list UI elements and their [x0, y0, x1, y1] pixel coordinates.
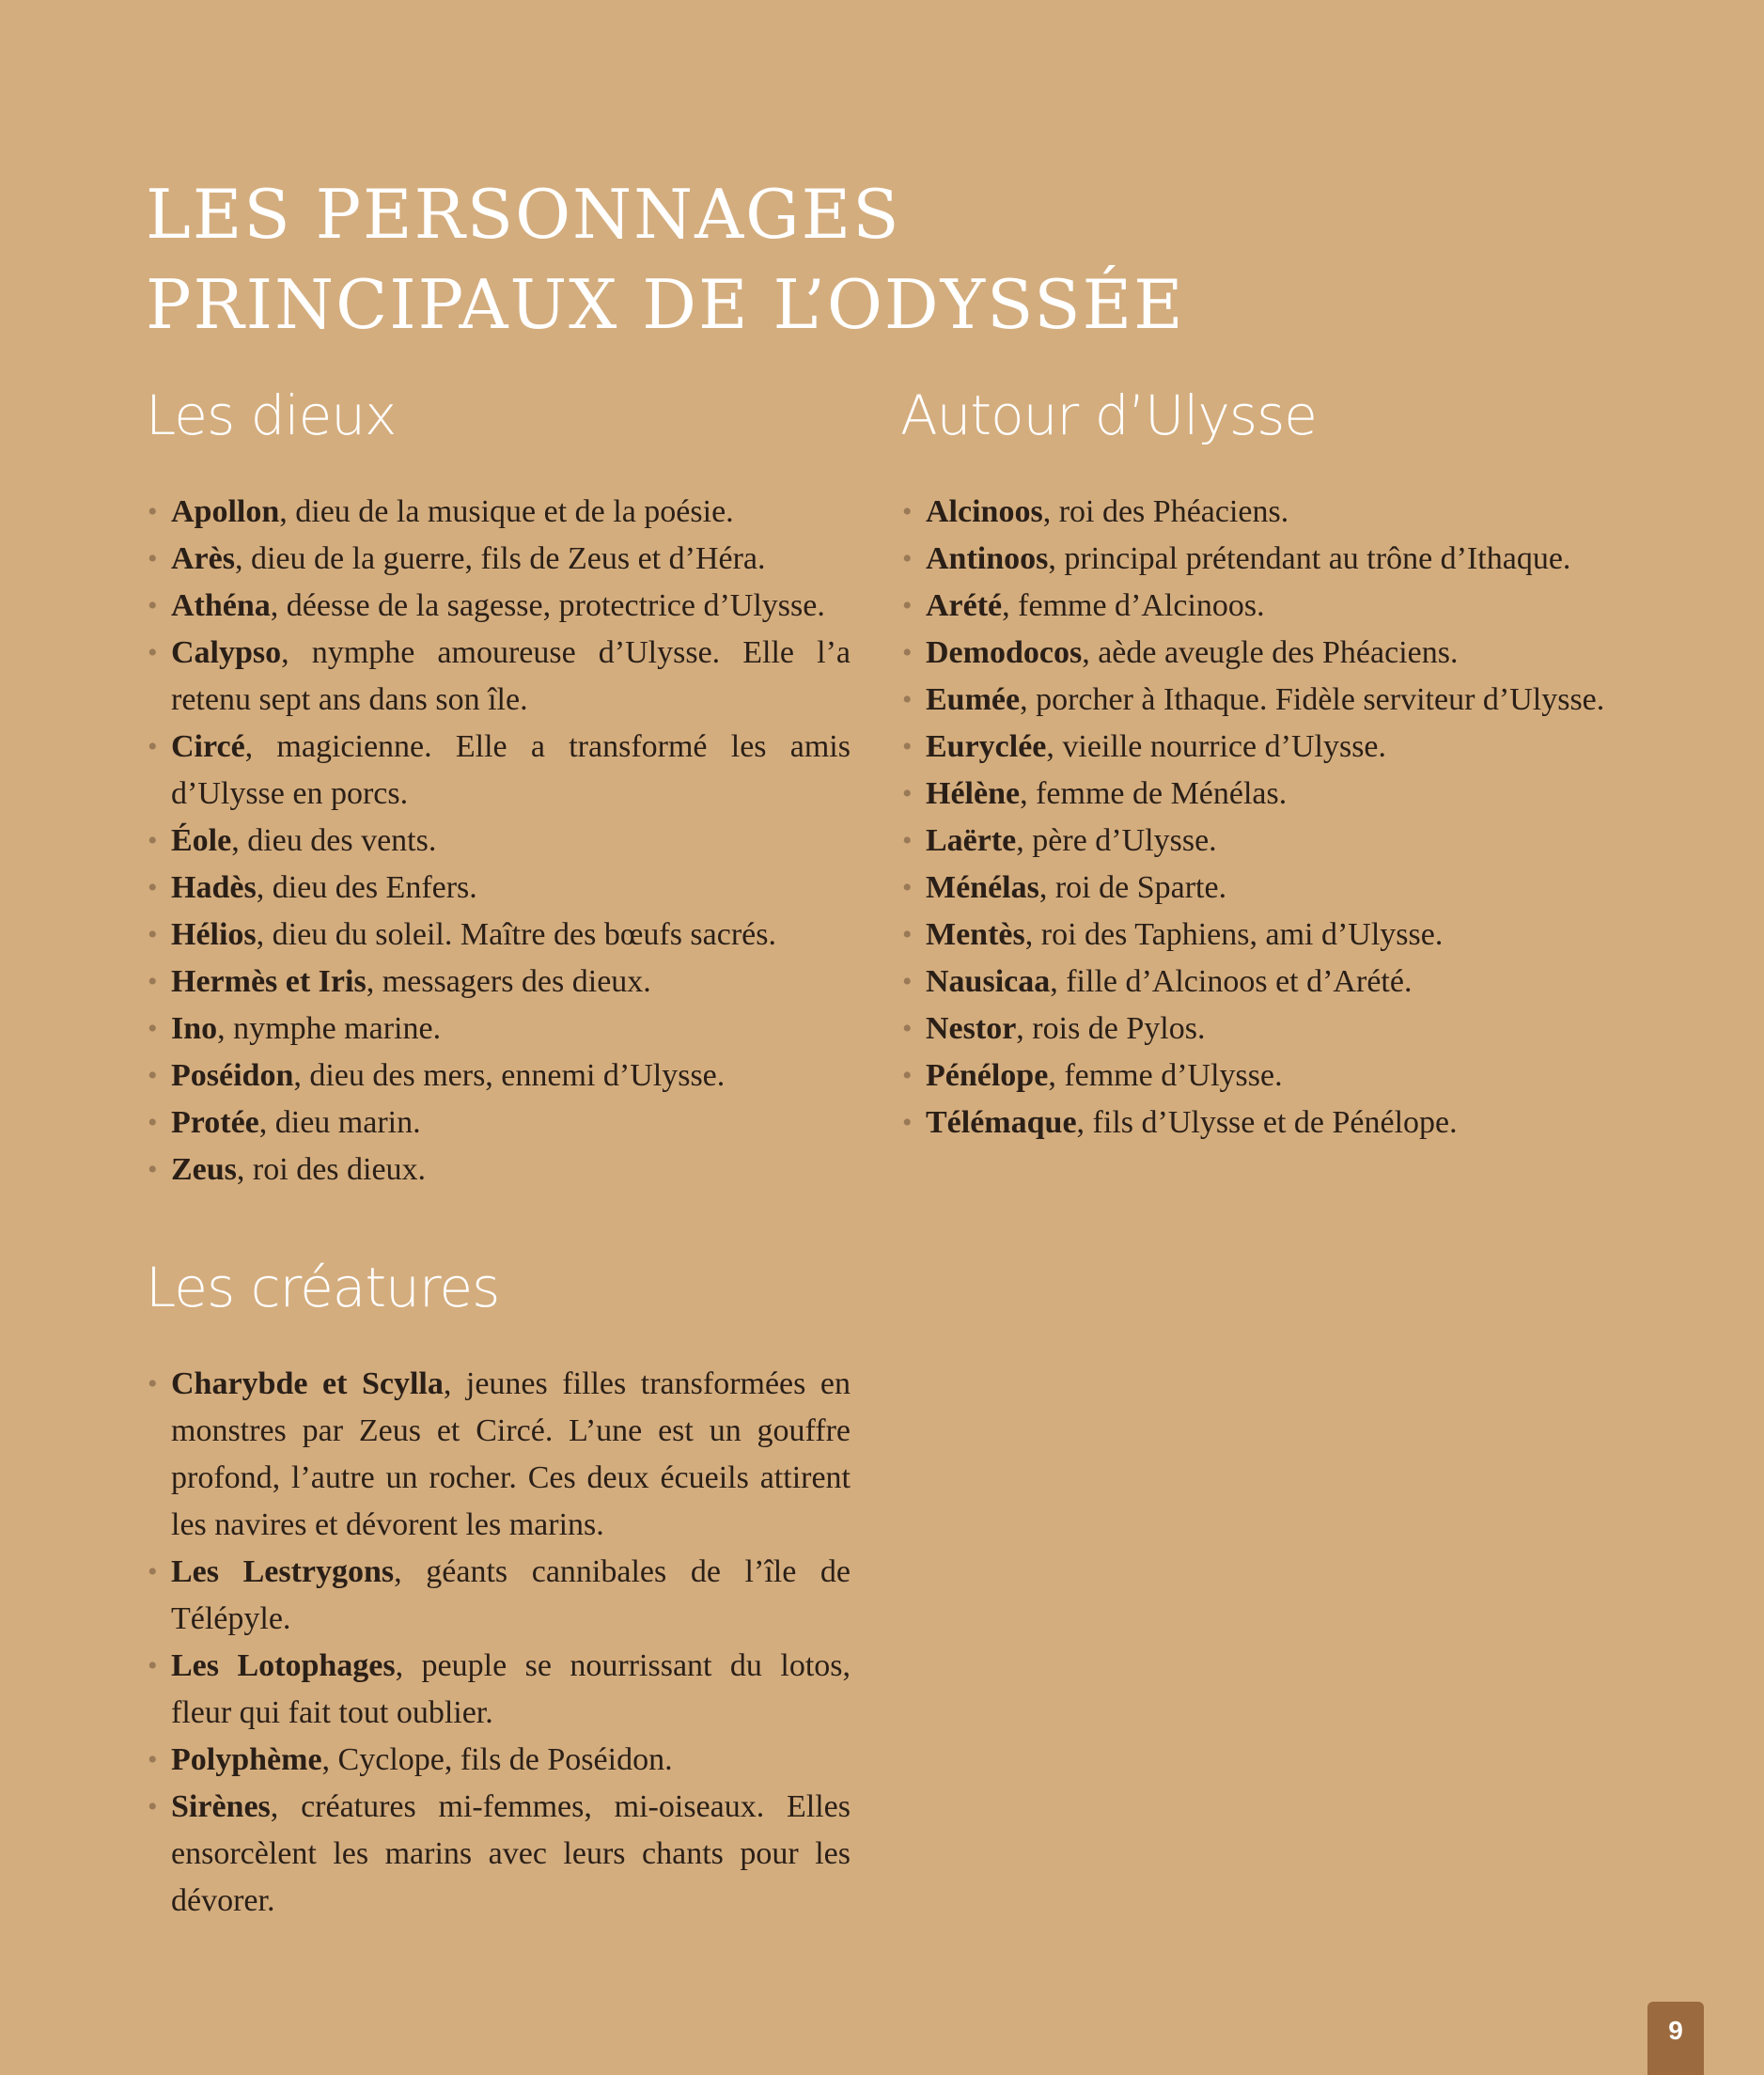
list-item	[146, 1361, 851, 1549]
list-item	[900, 724, 1605, 771]
character-name: Ino	[171, 1011, 218, 1046]
list-item	[146, 1100, 851, 1147]
bullet-icon: •	[902, 637, 913, 668]
character-name: Polyphème	[171, 1742, 322, 1777]
list-item	[900, 489, 1605, 536]
creatures-list	[146, 1361, 851, 1925]
character-name: Éole	[171, 823, 232, 858]
character-description: , fils d’Ulysse et de Pénélope.	[1076, 1105, 1458, 1140]
bullet-icon: •	[902, 872, 913, 903]
character-description: , aède aveugle des Phéaciens.	[1082, 635, 1459, 670]
character-description: , porcher à Ithaque. Fidèle serviteur d’Ulysse.	[1020, 682, 1605, 717]
bullet-icon: •	[902, 1060, 913, 1091]
section-title-around-ulysses: Autour d’Ulysse	[900, 383, 1317, 447]
character-description: , dieu de la musique et de la poésie.	[279, 494, 734, 529]
bullet-icon: •	[148, 966, 158, 997]
character-name: Charybde et Scylla	[171, 1366, 444, 1401]
list-item	[900, 959, 1605, 1006]
list-item	[900, 583, 1605, 630]
bullet-icon: •	[148, 1744, 158, 1775]
character-description: , créatures mi-femmes, mi-oiseaux. Elles ensorcèlent les marins avec leurs chants pour les dévorer.	[171, 1789, 851, 1918]
bullet-icon: •	[148, 1650, 158, 1681]
character-description: , roi des Phéaciens.	[1042, 494, 1289, 529]
list-item	[146, 1737, 851, 1784]
list-item	[146, 630, 851, 724]
list-item	[900, 536, 1605, 583]
character-name: Demodocos	[926, 635, 1083, 670]
character-description: , dieu de la guerre, fils de Zeus et d’Héra.	[234, 541, 766, 576]
bullet-icon: •	[902, 778, 913, 809]
list-item	[146, 1549, 851, 1643]
bullet-icon: •	[902, 1107, 913, 1138]
character-name: Nestor	[926, 1011, 1017, 1046]
character-name: Apollon	[171, 494, 280, 529]
list-item	[900, 677, 1605, 724]
list-item	[146, 865, 851, 912]
character-description: , dieu marin.	[258, 1105, 421, 1140]
character-name: Protée	[171, 1105, 259, 1140]
list-item	[146, 1643, 851, 1737]
bullet-icon: •	[148, 825, 158, 856]
bullet-icon: •	[148, 1368, 158, 1399]
character-name: Hélios	[171, 917, 257, 952]
list-item	[146, 724, 851, 818]
page-title-line-1: LES PERSONNAGES	[146, 175, 901, 254]
character-name: Hermès et Iris	[171, 964, 367, 999]
bullet-icon: •	[148, 543, 158, 574]
list-item	[146, 489, 851, 536]
bullet-icon: •	[148, 496, 158, 527]
character-description: , principal prétendant au trône d’Ithaque.	[1048, 541, 1571, 576]
page-title	[146, 169, 1185, 350]
character-name: Circé	[171, 729, 245, 764]
section-title-gods: Les dieux	[146, 383, 397, 447]
list-item	[146, 1006, 851, 1053]
character-description: , magicienne. Elle a transformé les amis d’Ulysse en porcs.	[171, 729, 851, 811]
character-name: Mentès	[926, 917, 1025, 952]
character-description: , Cyclope, fils de Poséidon.	[321, 1742, 673, 1777]
bullet-icon: •	[148, 872, 158, 903]
character-name: Pénélope	[926, 1058, 1049, 1093]
bullet-icon: •	[148, 1013, 158, 1044]
bullet-icon: •	[148, 1154, 158, 1185]
list-item	[146, 583, 851, 630]
list-item	[900, 1100, 1605, 1147]
bullet-icon: •	[902, 590, 913, 621]
character-description: , femme d’Ulysse.	[1048, 1058, 1283, 1093]
bullet-icon: •	[148, 1060, 158, 1091]
character-name: Eumée	[926, 682, 1021, 717]
list-item	[900, 818, 1605, 865]
character-description: , dieu des vents.	[231, 823, 437, 858]
character-name: Calypso	[171, 635, 282, 670]
character-name: Euryclée	[926, 729, 1047, 764]
character-name: Les Lestrygons	[171, 1554, 395, 1589]
character-name: Arès	[171, 541, 235, 576]
character-name: Les Lotophages	[171, 1648, 396, 1683]
character-name: Sirènes	[171, 1789, 271, 1824]
character-description: , rois de Pylos.	[1016, 1011, 1206, 1046]
list-item	[900, 1053, 1605, 1100]
character-description: , dieu des mers, ennemi d’Ulysse.	[293, 1058, 726, 1093]
character-name: Poséidon	[171, 1058, 294, 1093]
bullet-icon: •	[148, 731, 158, 762]
list-item	[900, 865, 1605, 912]
character-description: , femme de Ménélas.	[1020, 776, 1288, 811]
character-description: , roi des Taphiens, ami d’Ulysse.	[1024, 917, 1444, 952]
character-name: Télémaque	[926, 1105, 1077, 1140]
right-column	[900, 378, 1605, 1147]
character-description: , femme d’Alcinoos.	[1002, 588, 1265, 623]
list-item	[146, 1147, 851, 1194]
character-description: , fille d’Alcinoos et d’Arété.	[1050, 964, 1413, 999]
character-description: , roi de Sparte.	[1038, 870, 1227, 905]
list-item	[900, 1006, 1605, 1053]
character-description: , père d’Ulysse.	[1016, 823, 1217, 858]
left-column	[146, 378, 851, 1925]
character-name: Arété	[926, 588, 1003, 623]
page-title-line-2: PRINCIPAUX DE L’ODYSSÉE	[146, 265, 1185, 344]
list-item	[146, 1053, 851, 1100]
bullet-icon: •	[902, 543, 913, 574]
bullet-icon: •	[148, 919, 158, 950]
list-item	[146, 818, 851, 865]
character-name: Zeus	[171, 1152, 237, 1187]
character-name: Alcinoos	[926, 494, 1043, 529]
bullet-icon: •	[148, 637, 158, 668]
list-item	[146, 1784, 851, 1925]
character-description: , roi des dieux.	[236, 1152, 427, 1187]
section-title-creatures: Les créatures	[146, 1256, 500, 1319]
character-description: , géants cannibales de l’île de Télépyle.	[171, 1554, 851, 1636]
list-item	[146, 536, 851, 583]
list-item	[146, 959, 851, 1006]
character-description: , nymphe marine.	[217, 1011, 442, 1046]
bullet-icon: •	[902, 966, 913, 997]
character-name: Nausicaa	[926, 964, 1051, 999]
bullet-icon: •	[902, 684, 913, 715]
bullet-icon: •	[902, 496, 913, 527]
bullet-icon: •	[148, 1556, 158, 1587]
bullet-icon: •	[148, 590, 158, 621]
list-item	[900, 912, 1605, 959]
character-description: , dieu du soleil. Maître des bœufs sacrés.	[256, 917, 776, 952]
bullet-icon: •	[902, 825, 913, 856]
character-name: Ménélas	[926, 870, 1039, 905]
character-description: , jeunes filles transformées en monstres par Zeus et Circé. L’une est un gouffre profond, l’autre un rocher. Ces deux écueils attirent les navires et dévorent les marins.	[171, 1366, 851, 1542]
character-name: Hadès	[171, 870, 257, 905]
list-item	[146, 912, 851, 959]
character-description: , nymphe amoureuse d’Ulysse. Elle l’a retenu sept ans dans son île.	[171, 635, 851, 717]
character-description: , dieu des Enfers.	[256, 870, 477, 905]
bullet-icon: •	[902, 731, 913, 762]
character-description: , messagers des dieux.	[366, 964, 651, 999]
character-description: , déesse de la sagesse, protectrice d’Ulysse.	[270, 588, 825, 623]
list-item	[900, 771, 1605, 818]
bullet-icon: •	[902, 919, 913, 950]
bullet-icon: •	[902, 1013, 913, 1044]
character-name: Laërte	[926, 823, 1017, 858]
list-item	[900, 630, 1605, 677]
gods-list	[146, 489, 851, 1194]
character-description: , vieille nourrice d’Ulysse.	[1046, 729, 1387, 764]
character-name: Hélène	[926, 776, 1021, 811]
character-name: Athéna	[171, 588, 271, 623]
character-description: , peuple se nourrissant du lotos, fleur qui fait tout oublier.	[171, 1648, 851, 1730]
character-name: Antinoos	[926, 541, 1049, 576]
around-ulysses-list	[900, 489, 1605, 1147]
bullet-icon: •	[148, 1107, 158, 1138]
bullet-icon: •	[148, 1791, 158, 1822]
page-number: 9	[1647, 2002, 1704, 2075]
